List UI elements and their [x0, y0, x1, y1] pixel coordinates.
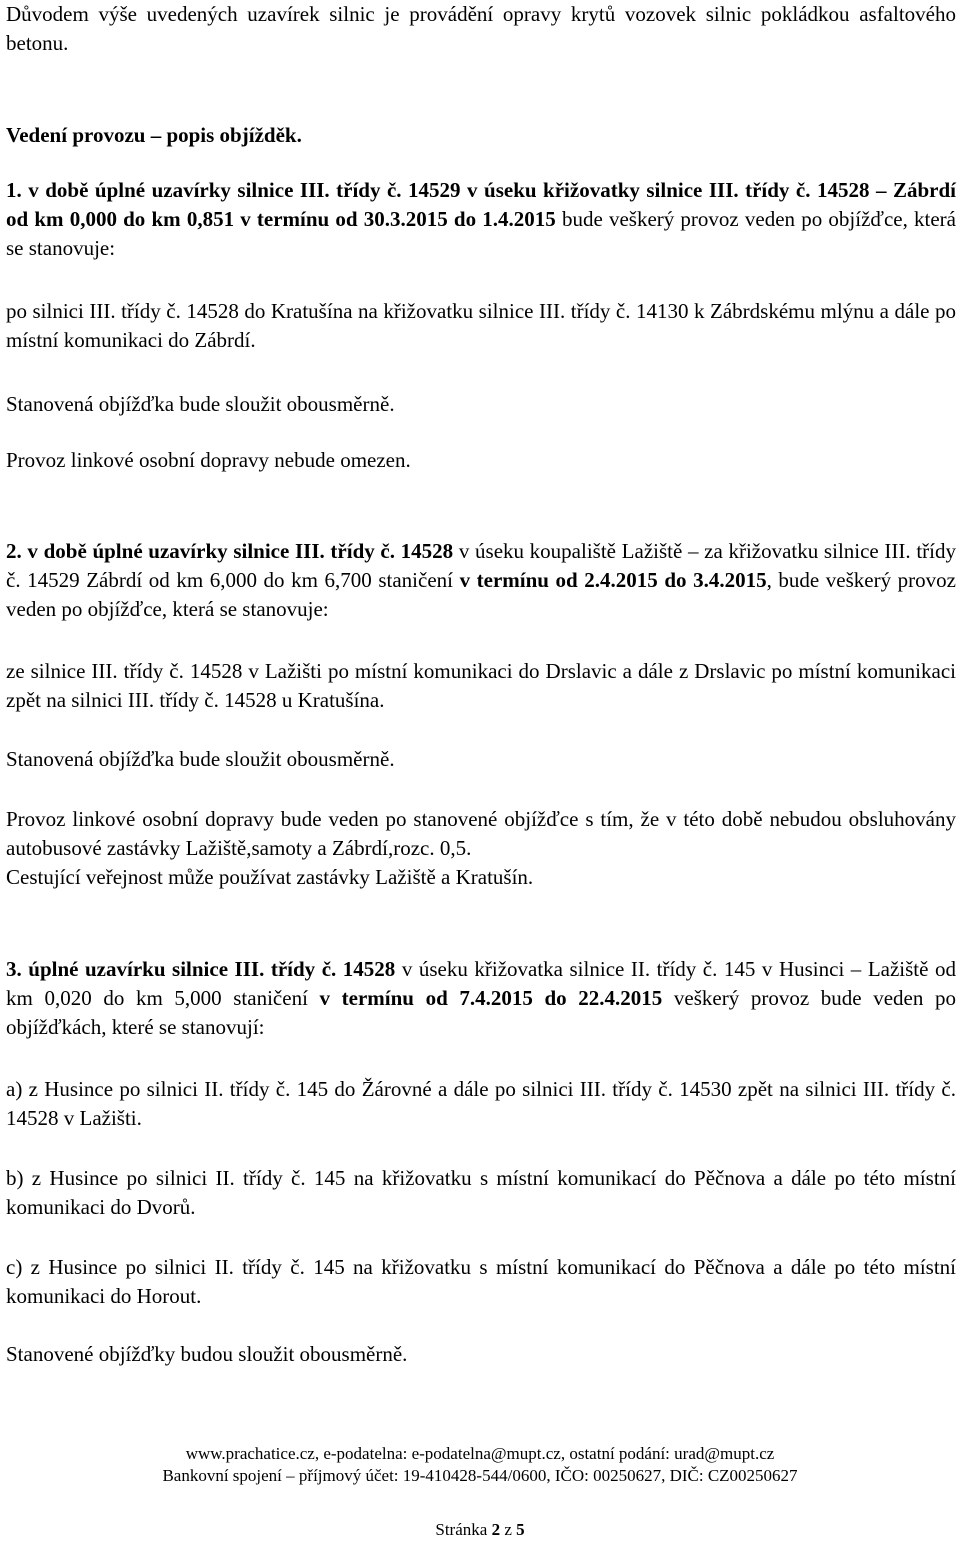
closure-2-section: v úseku koupaliště Lažiště – za křižovatku silnice III. třídy č. 14529 Zábrdí od km 6,000 do km 6,700 staničení — [6, 539, 956, 592]
page-middle: z — [500, 1520, 517, 1539]
closure-2-paragraph — [6, 537, 956, 624]
detour-2-bus-note — [6, 805, 956, 892]
detour-1-route: po silnici III. třídy č. 14528 do Kratušína na křižovatku silnice III. třídy č. 14130 k Zábrdskému mlýnu a dále po místní komunikaci do Zábrdí. — [6, 299, 956, 352]
detour-1-bidirectional: Stanovená objížďka bude sloužit obousměrně. — [6, 392, 395, 416]
detour-3-bidirectional: Stanovené objížďky budou sloužit obousměrně. — [6, 1342, 408, 1366]
closure-3-title: 3. úplné uzavírku silnice III. třídy č. 14528 — [6, 957, 396, 981]
closure-2-tail: , bude veškerý provoz veden po objížďce, která se stanovuje: — [6, 568, 956, 621]
detour-2-alternative-stops: Cestující veřejnost může používat zastávky Lažiště a Kratušín. — [6, 865, 534, 889]
closure-2-title: 2. v době úplné uzavírky silnice III. třídy č. 14528 — [6, 539, 454, 563]
closure-1-road: 14529 v úseku křižovatky silnice III. třídy č. 14528 – Zábrdí od km 0,000 do km 0,851 — [6, 178, 956, 231]
detour-3a-route: a) z Husince po silnici II. třídy č. 145 do Žárovné a dále po silnici III. třídy č. 14530 zpět na silnici III. třídy č. 14528 v Lažišti. — [6, 1077, 956, 1130]
page-prefix: Stránka — [435, 1520, 492, 1539]
footer-contacts: www.prachatice.cz, e-podatelna: e-podatelna@mupt.cz, ostatní podání: urad@mupt.cz — [185, 1444, 775, 1463]
detour-2-bus-stops: Provoz linkové osobní dopravy bude veden po stanovené objížďce s tím, že v této době nebudou obsluhovány autobusové zastávky Lažiště,samoty a Zábrdí,rozc. 0,5. — [6, 807, 956, 860]
closure-3-term: v termínu od 7.4.2015 do 22.4.2015 — [319, 986, 663, 1010]
closure-3-paragraph — [6, 955, 956, 1042]
detour-2-bidirectional: Stanovená objížďka bude sloužit obousměrně. — [6, 747, 395, 771]
detour-1-bus-note: Provoz linkové osobní dopravy nebude omezen. — [6, 448, 411, 472]
detour-3c-route: c) z Husince po silnici II. třídy č. 145 na křižovatku s místní komunikací do Pěčnova a dále po této místní komunikaci do Horout. — [6, 1255, 956, 1308]
intro-paragraph: Důvodem výše uvedených uzavírek silnic je provádění opravy krytů vozovek silnic pokládkou asfaltového betonu. — [6, 2, 956, 55]
closure-3-section: v úseku křižovatka silnice II. třídy č. 145 v Husinci – Lažiště od km 0,020 do km 5,000 staničení — [6, 957, 956, 1010]
closure-1-title: 1. v době úplné uzavírky silnice III. třídy č. — [6, 178, 402, 202]
closure-2-term: v termínu od 2.4.2015 do 3.4.2015 — [459, 568, 767, 592]
page-number — [0, 1519, 960, 1541]
section-heading: Vedení provozu – popis objížděk. — [6, 123, 302, 147]
detour-2-route: ze silnice III. třídy č. 14528 v Lažišti po místní komunikaci do Drslavic a dále z Drslavic po místní komunikaci zpět na silnici III. třídy č. 14528 u Kratušína. — [6, 659, 956, 712]
closure-1-paragraph — [6, 176, 956, 263]
page-total: 5 — [516, 1520, 525, 1539]
page-current: 2 — [491, 1520, 501, 1539]
footer-bank-details: Bankovní spojení – příjmový účet: 19-410428-544/0600, IČO: 00250627, DIČ: CZ00250627 — [162, 1466, 798, 1485]
detour-3b-route: b) z Husince po silnici II. třídy č. 145 na křižovatku s místní komunikací do Pěčnova a dále po této místní komunikaci do Dvorů. — [6, 1166, 956, 1219]
closure-1-term: v termínu od 30.3.2015 do 1.4.2015 — [240, 207, 556, 231]
closure-3-tail: veškerý provoz bude veden po objížďkách, které se stanovují: — [6, 986, 956, 1039]
closure-1-tail: bude veškerý provoz veden po objížďce, která se stanovuje: — [6, 207, 956, 260]
